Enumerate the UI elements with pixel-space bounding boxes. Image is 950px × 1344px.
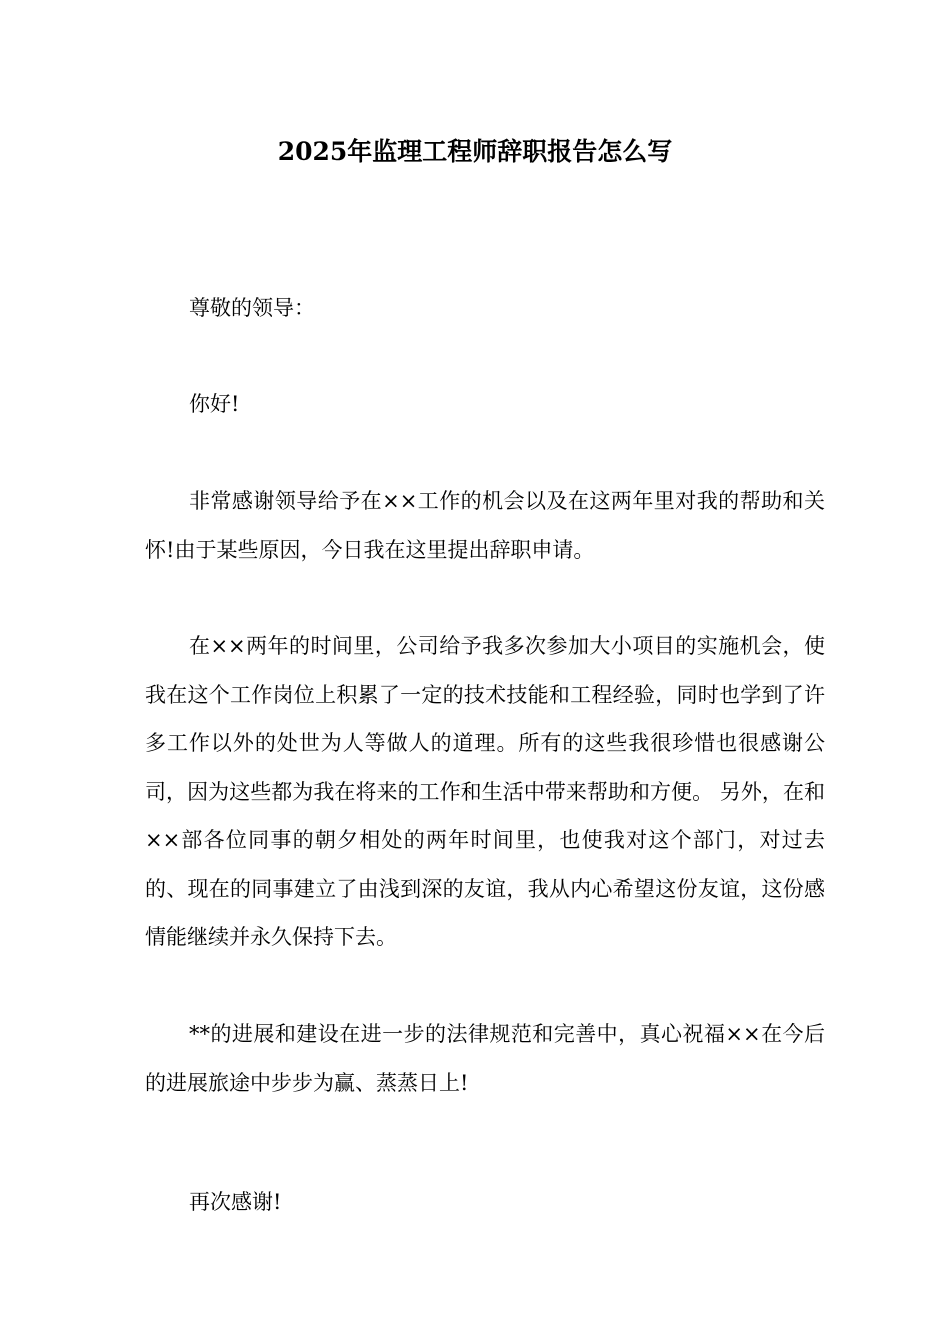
body-paragraph-experience: 在××两年的时间里，公司给予我多次参加大小项目的实施机会，使我在这个工作岗位上积累了一定的技术技能和工程经验，同时也学到了许多工作以外的处世为人等做人的道理。所有的这些我很珍惜也很感谢公司，因为这些都为我在将来的工作和生活中带来帮助和方便。 另外，在和××部各位同事的朝夕相处的两年时间里，也使我对这个部门，对过去的、现在的同事建立了由浅到深的友谊，我从内心希望这份友谊，这份感情能继续并永久保持下去。 — [145, 634, 825, 949]
body-paragraph-thanks: 非常感谢领导给予在××工作的机会以及在这两年里对我的帮助和关怀!由于某些原因，今日我在这里提出辞职申请。 — [145, 489, 825, 562]
closing-thanks: 再次感谢! — [189, 1190, 282, 1214]
body-paragraph-wishes: **的进展和建设在进一步的法律规范和完善中，真心祝福××在今后的进展旅途中步步为赢、蒸蒸日上! — [145, 1022, 825, 1095]
greeting: 你好! — [189, 392, 240, 416]
document-title: 2025年监理工程师辞职报告怎么写 — [277, 137, 673, 166]
salutation: 尊敬的领导： — [189, 296, 315, 320]
